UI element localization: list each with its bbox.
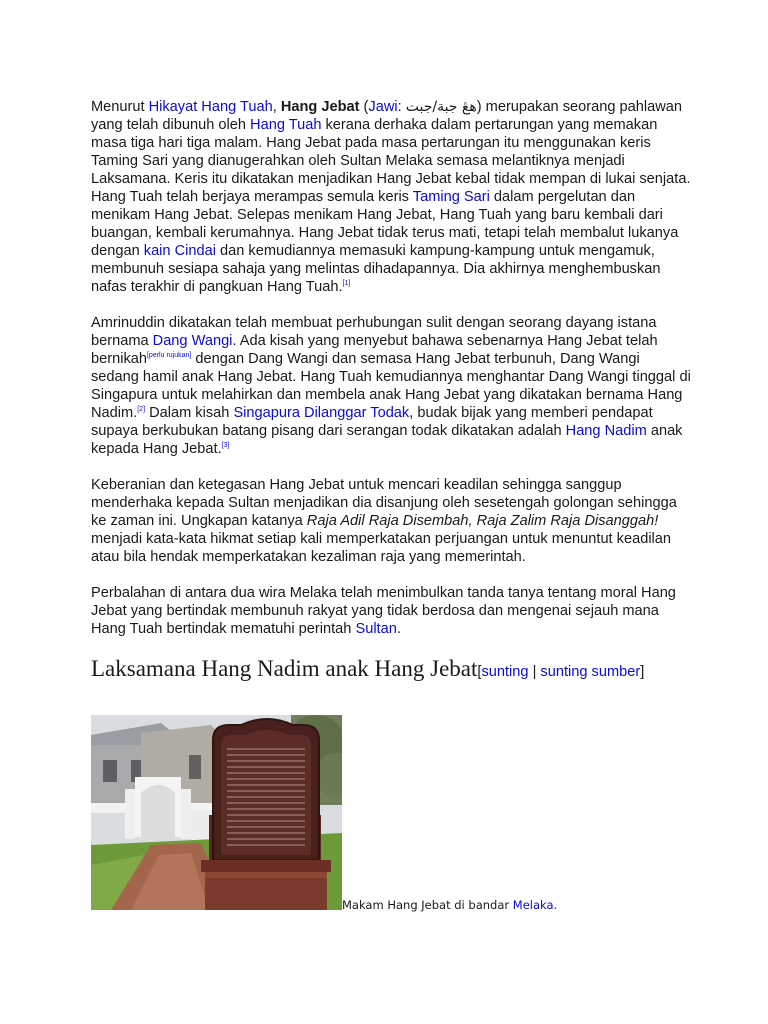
bracket-close: ] <box>640 664 645 680</box>
text: , <box>272 99 281 115</box>
ref-perlu-rujukan[interactable]: [perlu rujukan] <box>146 352 192 360</box>
link-singapura-dilanggar-todak[interactable]: Singapura Dilanggar Todak <box>233 405 410 421</box>
figure-caption <box>342 898 557 912</box>
text: menjadi kata-kata hikmat setiap kali memperkatakan perjuangan untuk menuntut keadilan atau bila hendak memperkatakan kezaliman raja yang memerintah. <box>91 531 672 565</box>
link-kain-cindai[interactable]: kain Cindai <box>143 243 216 259</box>
text: : <box>397 99 406 115</box>
article-body <box>91 98 691 685</box>
paragraph-4 <box>91 584 691 638</box>
caption-text: Makam Hang Jebat di bandar <box>342 898 513 912</box>
link-sultan[interactable]: Sultan <box>355 621 397 637</box>
bold-hang-jebat: Hang Jebat <box>280 99 360 115</box>
jawi-script: هڠ جبة/جبت <box>405 99 477 115</box>
bracket-open: [ <box>477 664 482 680</box>
ref-1[interactable]: [1] <box>342 280 351 288</box>
photo-illustration <box>91 715 342 910</box>
edit-links <box>477 664 644 680</box>
paragraph-3 <box>91 476 691 566</box>
photo-makam-hang-jebat <box>91 715 342 910</box>
ref-3[interactable]: [3] <box>221 442 230 450</box>
link-melaka[interactable]: Melaka <box>512 898 554 912</box>
text: , budak bijak yang memberi pendapat supaya berkubukan batang pisang dari serangan todak dikatakan adalah <box>91 405 653 439</box>
link-jawi[interactable]: Jawi <box>368 99 398 115</box>
text: ) merupakan seorang pahlawan yang telah dibunuh oleh <box>91 99 683 133</box>
quote-raja-adil: Raja Adil Raja Disembah, Raja Zalim Raja Disanggah! <box>306 513 659 529</box>
edit-link[interactable]: sunting <box>481 664 529 680</box>
link-taming-sari[interactable]: Taming Sari <box>412 189 490 205</box>
figure-makam <box>91 715 561 915</box>
text: Perbalahan di antara dua wira Melaka telah menimbulkan tanda tanya tentang moral Hang Jebat yang bertindak membunuh rakyat yang tidak berdosa dan mengenai sejauh mana Hang Tuah bertindak mematuhi perintah <box>91 585 676 637</box>
link-hang-nadim[interactable]: Hang Nadim <box>565 423 647 439</box>
text: . Ada kisah yang menyebut bahawa sebenarnya Hang Jebat telah bernikah <box>91 333 658 367</box>
ref-2[interactable]: [2] <box>137 406 146 414</box>
text: Keberanian dan ketegasan Hang Jebat untuk mencari keadilan sehingga sanggup menderhaka kepada Sultan menjadikan dia disanjung oleh sesetengah golongan sehingga ke zaman ini. Ungkapan katanya <box>91 477 677 529</box>
separator: | <box>528 664 541 680</box>
paragraph-2 <box>91 314 691 458</box>
text: dalam pergelutan dan menikam Hang Jebat. Selepas menikam Hang Jebat, Hang Tuah yang baru kembali dari buangan, kembali kerumahnya. Hang Jebat tidak terus mati, tetapi telah membalut lukanya dengan <box>91 189 679 259</box>
section-title: Laksamana Hang Nadim anak Hang Jebat <box>91 656 478 681</box>
link-hang-tuah[interactable]: Hang Tuah <box>250 117 322 133</box>
caption-end: . <box>553 898 558 912</box>
text: Dalam kisah <box>145 405 234 421</box>
section-heading <box>91 656 691 685</box>
text: kerana derhaka dalam pertarungan yang memakan masa tiga hari tiga malam. Hang Jebat pada masa pertarungan itu menggunakan keris Taming Sari yang dianugerahkan oleh Sultan Melaka semasa melantiknya menjadi Laksamana. Keris itu dikatakan menjadikan Hang Jebat kebal tidak mempan di lukai senjata. Hang Tuah telah berjaya merampas semula keris <box>91 117 691 205</box>
text: Menurut <box>91 99 149 115</box>
text: dengan Dang Wangi dan semasa Hang Jebat terbunuh, Dang Wangi sedang hamil anak Hang Jebat. Hang Tuah kemudiannya menghantar Dang Wangi tinggal di Singapura untuk melahirkan dan membela anak Hang Jebat yang dikatakan bernama Hang Nadim. <box>91 351 691 421</box>
link-dang-wangi[interactable]: Dang Wangi <box>152 333 233 349</box>
paragraph-1 <box>91 98 691 296</box>
text: ( <box>359 99 369 115</box>
text: anak kepada Hang Jebat. <box>91 423 683 457</box>
text: Amrinuddin dikatakan telah membuat perhubungan sulit dengan seorang dayang istana bernama <box>91 315 657 349</box>
link-hikayat-hang-tuah[interactable]: Hikayat Hang Tuah <box>148 99 273 115</box>
text: dan kemudiannya memasuki kampung-kampung untuk mengamuk, membunuh sesiapa sahaja yang melintas dihadapannya. Dia akhirnya menghembuskan nafas terakhir di pangkuan Hang Tuah. <box>91 243 661 295</box>
edit-source-link[interactable]: sunting sumber <box>540 664 641 680</box>
text: . <box>396 621 401 637</box>
